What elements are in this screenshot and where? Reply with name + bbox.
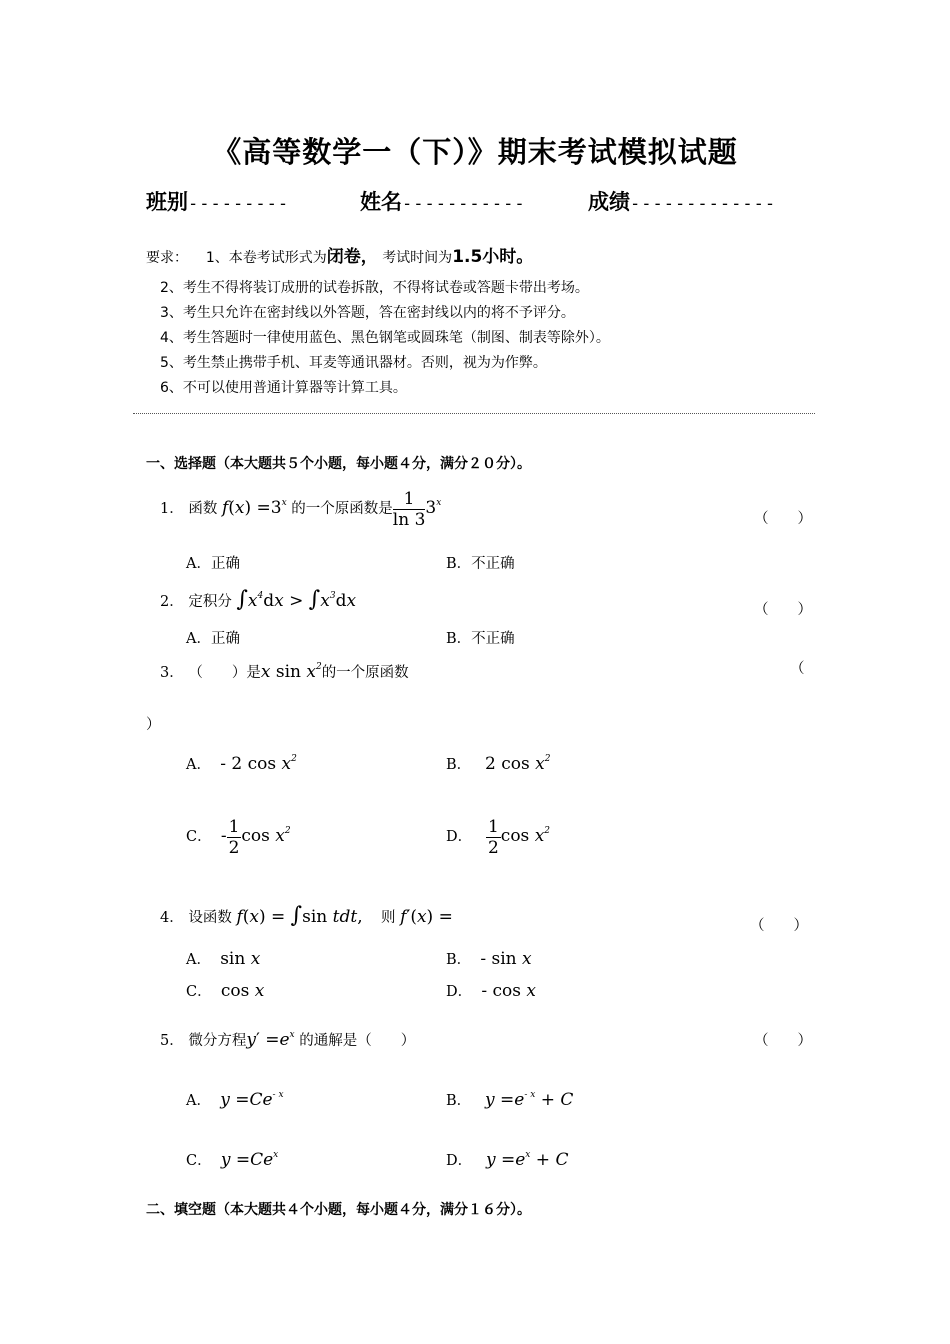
question-4-option-c: C． cos x [186, 981, 265, 1001]
score-field [588, 186, 776, 216]
question-2-option-a: A．正确 [186, 631, 240, 647]
question-5-option-b-label: B． [446, 1093, 472, 1109]
question-5-option-d: D． $y =e^x + C$ [446, 1150, 569, 1170]
question-1-prefix: 函数 [188, 501, 218, 517]
question-3-option-b: B． 2 $\cos x^2$ [446, 754, 551, 774]
question-5-prefix: 微分方程 [188, 1033, 247, 1049]
question-5-option-d-label: D． [446, 1153, 473, 1169]
question-4-option-a-label: A． [186, 952, 211, 968]
question-3-option-c: C． - $\frac{1}{2}$ $\cos x^2$ [186, 816, 291, 858]
question-5: 5． 微分方程$y' =e^x$ 的通解是（ ） [160, 1030, 416, 1050]
requirement-1-text: 1、本卷考试形式为 [205, 250, 327, 266]
score-label: 成绩 [588, 190, 630, 214]
question-1-number: 1． [160, 501, 184, 517]
question-5-option-c-label: C． [186, 1153, 212, 1169]
question-2-answer-paren: （ ） [754, 602, 812, 618]
question-4: 4． 设函数 f(x) = ∫sin tdt, 则 f′(x) = [160, 903, 453, 928]
question-3-prefix: （ ）是 [188, 665, 261, 681]
question-3: 3． （ ）是x $\sin x^2$的一个原函数 [160, 662, 409, 682]
question-5-option-b: B． $y =e^{- x} + C$ [446, 1090, 574, 1110]
question-4-option-b-label: B． [446, 952, 472, 968]
question-5-suffix: 的通解是（ ） [299, 1033, 416, 1049]
requirement-1-time: 1.5小时。 [452, 247, 534, 267]
requirements-label: 要求： [146, 250, 188, 266]
question-2-prefix: 定积分 [188, 594, 232, 610]
requirement-2: 2、考生不得将装订成册的试卷拆散，不得将试卷或答题卡带出考场。 [160, 280, 589, 296]
divider [133, 413, 815, 414]
question-4-then: 则 [381, 910, 396, 926]
question-3-option-a-label: A． [186, 757, 211, 773]
name-label: 姓名 [360, 190, 402, 214]
question-3-option-b-label: B． [446, 757, 472, 773]
requirement-1 [146, 242, 533, 267]
question-4-option-d: D． - cos x [446, 981, 536, 1001]
question-3-option-d: D． $\frac{1}{2}$ $\cos x^2$ [446, 816, 551, 858]
requirement-5: 5、考生禁止携带手机、耳麦等通讯器材。否则，视为为作弊。 [160, 355, 547, 371]
question-4-option-a: A． sin x [186, 949, 261, 969]
class-field [146, 186, 289, 216]
question-4-option-d-label: D． [446, 984, 473, 1000]
question-1-suffix: 的一个原函数是 [291, 501, 393, 517]
question-4-option-b: B． - sin x [446, 949, 532, 969]
question-3-option-c-label: C． [186, 829, 212, 845]
question-1-option-b: B．不正确 [446, 556, 515, 572]
question-4-answer-paren: （ ） [750, 918, 808, 934]
question-3-suffix: 的一个原函数 [321, 665, 409, 681]
question-3-paren-open: （ [790, 661, 805, 677]
requirement-3: 3、考生只允许在密封线以外答题，答在密封线以内的将不予评分。 [160, 305, 575, 321]
question-2-option-b: B．不正确 [446, 631, 515, 647]
question-5-option-a-label: A． [186, 1093, 211, 1109]
question-1-option-a: A．正确 [186, 556, 240, 572]
section-1-heading: 一、选择题（本大题共５个小题，每小题４分，满分２０分）。 [146, 456, 531, 472]
question-1-function: f [221, 498, 229, 518]
requirement-6: 6、不可以使用普通计算器等计算工具。 [160, 380, 407, 396]
question-4-option-c-label: C． [186, 984, 212, 1000]
question-5-number: 5． [160, 1033, 184, 1049]
question-1-fraction: $\frac{1}{\ln 3}$ [392, 488, 426, 530]
score-blank: ------------- [630, 194, 777, 214]
question-3-paren-close: ） [146, 717, 161, 733]
question-1-answer-paren: （ ） [754, 511, 812, 527]
question-5-option-c: C． $y =Ce^x$ [186, 1150, 279, 1170]
question-3-option-a: A． - 2 $\cos x^2$ [186, 754, 297, 774]
requirement-1-time-label: 考试时间为 [382, 250, 453, 266]
page-title: 《高等数学一（下）》期末考试模拟试题 [212, 135, 738, 169]
class-label: 班别 [146, 190, 188, 214]
section-2-heading: 二、填空题（本大题共４个小题，每小题４分，满分１６分）。 [146, 1202, 531, 1218]
question-3-number: 3． [160, 665, 184, 681]
class-blank: --------- [188, 194, 290, 214]
name-blank: ----------- [402, 194, 526, 214]
question-2-number: 2． [160, 594, 184, 610]
question-2: 2． 定积分 $\int x^4dx > \int x^3dx$ [160, 587, 357, 612]
question-5-answer-paren: （ ） [754, 1033, 812, 1049]
question-5-option-a: A． $y =Ce^{- x}$ [186, 1090, 284, 1110]
name-field [360, 186, 526, 216]
requirement-1-closed-book: 闭卷， [326, 247, 378, 267]
question-3-option-d-label: D． [446, 829, 473, 845]
requirement-4: 4、考生答题时一律使用蓝色、黑色钢笔或圆珠笔（制图、制表等除外）。 [160, 330, 610, 346]
question-4-prefix: 设函数 [188, 910, 232, 926]
question-4-number: 4． [160, 910, 184, 926]
question-1: 1． 函数 $f(x) =3^x$ 的一个原函数是 $\frac{1}{\ln 3}$ 3$^x$ [160, 488, 442, 530]
